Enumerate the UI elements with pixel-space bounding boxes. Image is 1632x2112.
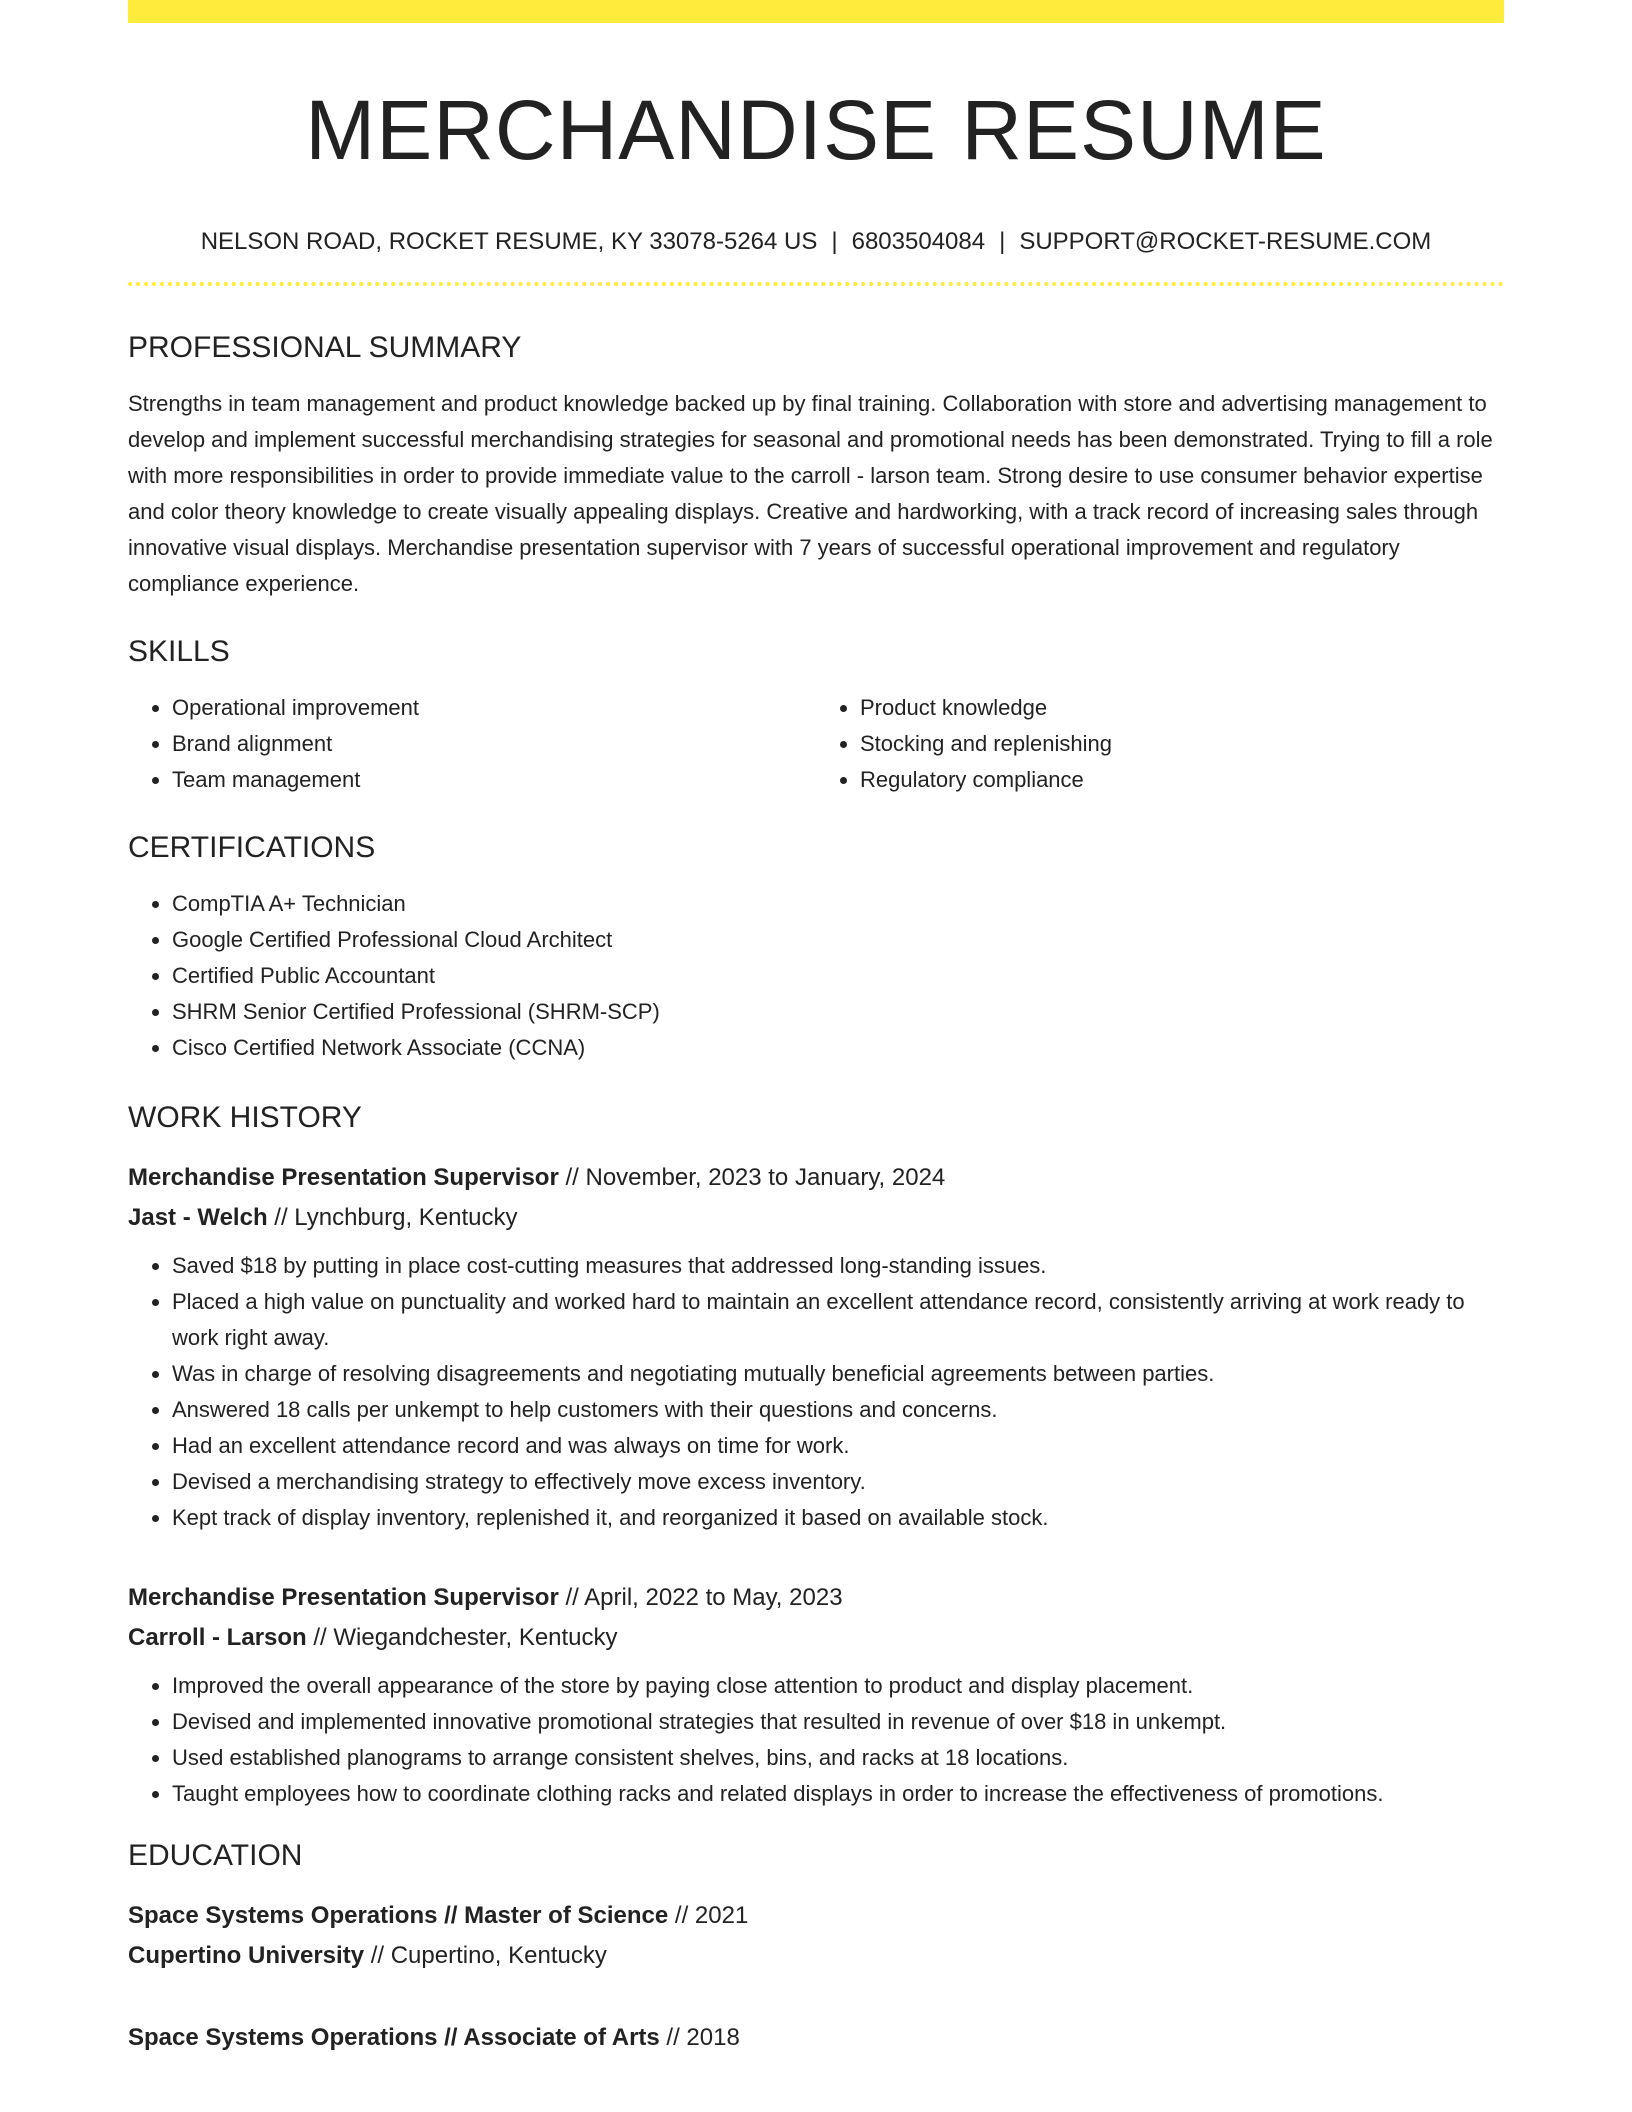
job-dates: // April, 2022 to May, 2023 [558, 1584, 843, 1611]
certifications-list [128, 886, 1504, 1066]
skill-item: • Product knowledge [860, 690, 1504, 726]
job-location: // Wiegandchester, Kentucky [306, 1624, 618, 1651]
education-degree: Space Systems Operations // Associate of Arts [128, 2024, 660, 2051]
resume-content [128, 0, 1504, 2058]
certification-item: • SHRM Senior Certified Professional (SHRM-SCP) [172, 994, 1504, 1030]
contact-separator: | [999, 228, 1006, 255]
job-bullets [128, 1668, 1504, 1812]
job-bullet: • Was in charge of resolving disagreements and negotiating mutually beneficial agreements between parties. [172, 1356, 1504, 1392]
certifications-heading: CERTIFICATIONS [128, 831, 376, 864]
education-degree: Space Systems Operations // Master of Science [128, 1902, 669, 1929]
education-year: // 2021 [668, 1902, 749, 1929]
job-bullet: • Kept track of display inventory, replenished it, and reorganized it based on available stock. [172, 1500, 1504, 1536]
skill-item: • Stocking and replenishing [860, 726, 1504, 762]
education-school: Cupertino University [128, 1942, 365, 1969]
job-location: // Lynchburg, Kentucky [267, 1204, 518, 1231]
education-location: // Cupertino, Kentucky [364, 1942, 607, 1969]
certification-item: • Cisco Certified Network Associate (CCNA) [172, 1030, 1504, 1066]
education-degree-line [128, 1896, 1504, 1936]
job-company-line [128, 1198, 1504, 1238]
dotted-divider [128, 282, 1504, 286]
job-bullet: • Improved the overall appearance of the store by paying close attention to product and display placement. [172, 1668, 1504, 1704]
job-bullet: • Saved $18 by putting in place cost-cutting measures that addressed long-standing issues. [172, 1248, 1504, 1284]
certification-item: • Google Certified Professional Cloud Architect [172, 922, 1504, 958]
contact-phone: 6803504084 [851, 228, 986, 255]
job-company: Carroll - Larson [128, 1624, 307, 1651]
skills-right-list [816, 690, 1504, 798]
certification-item: • Certified Public Accountant [172, 958, 1504, 994]
contact-line [128, 226, 1504, 258]
education-year: // 2018 [659, 2024, 740, 2051]
skill-item: • Brand alignment [172, 726, 816, 762]
job-bullet: • Used established planograms to arrange consistent shelves, bins, and racks at 18 locations. [172, 1740, 1504, 1776]
job-role-line [128, 1578, 1504, 1618]
job-bullet: • Placed a high value on punctuality and worked hard to maintain an excellent attendance record, consistently arriving at work ready to work right away. [172, 1284, 1504, 1356]
job-company-line [128, 1618, 1504, 1658]
contact-email: SUPPORT@ROCKET-RESUME.COM [1019, 228, 1432, 255]
work-history-heading: WORK HISTORY [128, 1101, 362, 1134]
skills-columns [128, 690, 1504, 798]
job-role: Merchandise Presentation Supervisor [128, 1584, 559, 1611]
job-dates: // November, 2023 to January, 2024 [558, 1164, 946, 1191]
job-role-line [128, 1158, 1504, 1198]
job-bullet: • Devised a merchandising strategy to effectively move excess inventory. [172, 1464, 1504, 1500]
contact-separator: | [831, 228, 838, 255]
skills-left-list [128, 690, 816, 798]
skill-item: • Team management [172, 762, 816, 798]
summary-text: Strengths in team management and product knowledge backed up by final training. Collaboration with store and advertising management to develop and implement successful merchandising strategies for seasonal and promotional needs has been demonstrated. Trying to fill a role with more responsibilities in order to provide immediate value to the carroll - larson team. Strong desire to use consumer behavior expertise and color theory knowledge to create visually appealing displays. Creative and hardworking, with a track record of increasing sales through innovative visual displays. Merchandise presentation supervisor with 7 years of successful operational improvement and regulatory compliance experience. [128, 391, 1493, 596]
job-bullet: • Taught employees how to coordinate clothing racks and related displays in order to increase the effectiveness of promotions. [172, 1776, 1504, 1812]
contact-address: NELSON ROAD, ROCKET RESUME, KY 33078-5264 US [200, 228, 818, 255]
job-bullets [128, 1248, 1504, 1536]
resume-title: MERCHANDISE RESUME [305, 83, 1327, 177]
certification-item: • CompTIA A+ Technician [172, 886, 1504, 922]
education-degree-line [128, 2018, 1504, 2058]
job-bullet: • Devised and implemented innovative promotional strategies that resulted in revenue of over $18 in unkempt. [172, 1704, 1504, 1740]
skill-item: • Operational improvement [172, 690, 816, 726]
skill-item: • Regulatory compliance [860, 762, 1504, 798]
skills-heading: SKILLS [128, 635, 230, 668]
job-company: Jast - Welch [128, 1204, 268, 1231]
job-role: Merchandise Presentation Supervisor [128, 1164, 559, 1191]
summary-heading: PROFESSIONAL SUMMARY [128, 331, 522, 364]
job-bullet: • Answered 18 calls per unkempt to help customers with their questions and concerns. [172, 1392, 1504, 1428]
education-school-line [128, 1936, 1504, 1976]
job-bullet: • Had an excellent attendance record and was always on time for work. [172, 1428, 1504, 1464]
education-heading: EDUCATION [128, 1839, 303, 1872]
